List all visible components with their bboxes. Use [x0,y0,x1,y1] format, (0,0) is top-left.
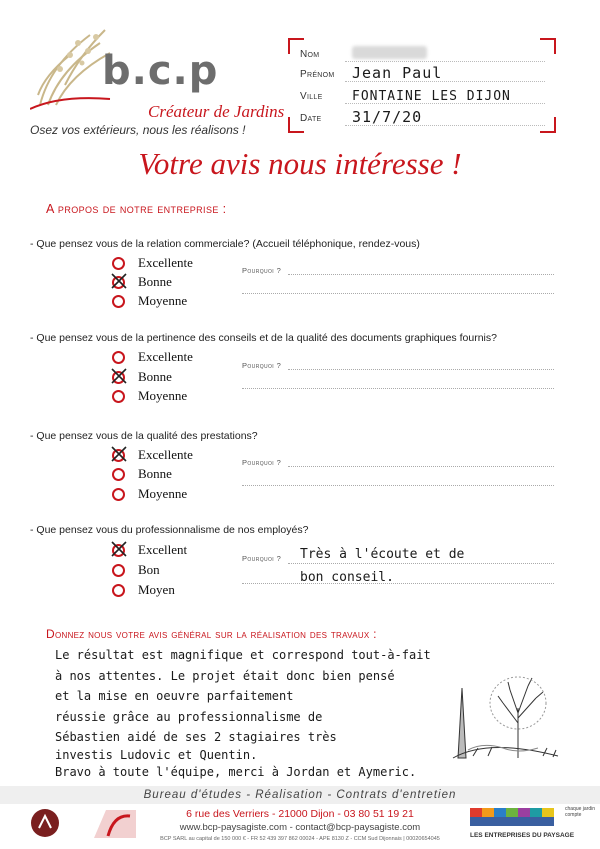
check-cross-icon [109,444,129,464]
radio-circle-icon [112,390,125,403]
general-line: investis Ludovic et Quentin. [55,748,258,762]
radio-circle-icon [112,351,125,364]
radio-circle-icon [112,584,125,597]
question-3: - Que pensez vous de la qualité des prestations? [30,430,258,442]
certification-badge-icon [30,808,60,838]
general-line: et la mise en oeuvre parfaitement [55,689,294,703]
general-line: Bravo à toute l'équipe, merci à Jordan et Aymeric. [55,765,417,779]
q4-answer-line-1: Très à l'écoute et de [300,547,465,562]
footer-legal: BCP SARL au capital de 150 000 € - FR 52 439 397 862 00024 - APE 8130 Z - CCM Sud Dijonnais | 00020654045 [160,836,440,842]
pourquoi-label: Pourquoi ? [242,361,282,370]
q4-answer-line-2: bon conseil. [300,570,394,585]
general-line: à nos attentes. Le projet était donc bien pensé [55,669,395,683]
prenom-value: Jean Paul [352,64,443,82]
label-badge-icon [92,808,138,840]
check-cross-icon [109,271,129,291]
footer-services: Bureau d'études - Réalisation - Contrats d'entretien [0,786,600,804]
nom-label: Nom [300,49,320,60]
footer-web: www.bcp-paysagiste.com - contact@bcp-paysagiste.com [179,822,421,833]
logo-tagline: Osez vos extérieurs, nous les réalisons ! [30,123,246,137]
redacted-name [352,46,427,59]
question-1: - Que pensez vous de la relation commerciale? (Accueil téléphonique, rendez-vous) [30,238,420,250]
logo-subtitle: Créateur de Jardins [148,102,285,121]
page-title: Votre avis nous intéresse ! [138,146,462,181]
general-line: Sébastien aidé de ses 2 stagiaires très [55,730,337,744]
badge-label: LES ENTREPRISES DU PAYSAGE [470,832,575,839]
radio-circle-icon [112,468,125,481]
date-label: Date [300,113,322,124]
pourquoi-label: Pourquoi ? [242,554,282,563]
ville-row [300,84,545,104]
radio-circle-icon [112,488,125,501]
general-line: réussie grâce au professionnalisme de [55,710,323,724]
pourquoi-label: Pourquoi ? [242,266,282,275]
ville-value: FONTAINE LES DIJON [352,89,511,104]
pourquoi-label: Pourquoi ? [242,458,282,467]
badge-note: chaque jardin compte [565,806,596,818]
logo-name: b.c.p [102,48,219,94]
radio-circle-icon [112,564,125,577]
entreprises-paysage-logo-icon [470,806,560,828]
general-comment-title: Donnez nous votre avis général sur la réalisation des travaux : [46,627,377,641]
date-value: 31/7/20 [352,108,423,126]
nom-row [300,42,545,62]
radio-circle-icon [112,257,125,270]
ville-label: Ville [300,91,323,102]
prenom-row [300,62,545,82]
question-2: - Que pensez vous de la pertinence des conseils et de la qualité des documents graphiques fournis? [30,332,497,344]
section-title: A propos de notre entreprise : [46,202,227,216]
check-cross-icon [109,539,129,559]
check-cross-icon [109,366,129,386]
date-row [300,106,545,126]
prenom-label: Prénom [300,69,335,80]
question-4: - Que pensez vous du professionnalisme de nos employés? [30,524,309,536]
identity-box [288,38,556,133]
garden-sketch-illustration [448,668,568,763]
general-line: Le résultat est magnifique et correspond tout-à-fait [55,648,431,662]
radio-circle-icon [112,295,125,308]
footer-address: 6 rue des Verriers - 21000 Dijon - 03 80 51 19 21 [186,808,414,820]
